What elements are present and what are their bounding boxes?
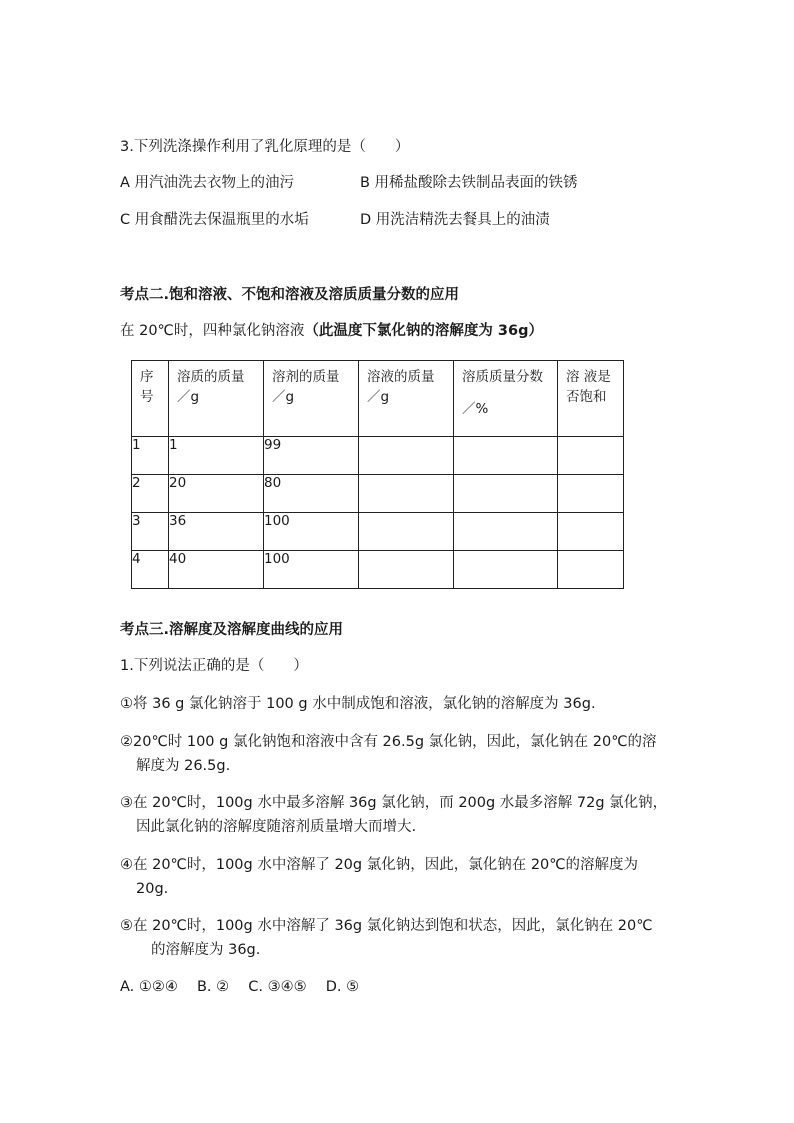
table-cell [558, 437, 624, 475]
section2-intro-bold: （此温度下氯化钠的溶解度为 36g） [304, 323, 543, 339]
table-header-cell: 溶 液是 否饱和 [558, 361, 624, 437]
table-cell: 1 [132, 437, 169, 475]
statement-4-line1: ④在 20℃时，100g 水中溶解了 20g 氯化钠，因此，氯化钠在 20℃的溶解度为 [120, 857, 639, 873]
q3-options-row1 [120, 173, 720, 193]
q3-option-c: C 用食醋洗去保温瓶里的水垢 [120, 212, 309, 228]
table-cell: 2 [132, 475, 169, 513]
table-cell [454, 437, 558, 475]
statement-4-line2: 20g. [136, 881, 169, 897]
table-row [132, 475, 624, 513]
q1-stem: 1.下列说法正确的是（ ） [120, 658, 308, 674]
table-row [132, 551, 624, 589]
table-cell: 3 [132, 513, 169, 551]
section2-title: 考点二.饱和溶液、不饱和溶液及溶质质量分数的应用 [120, 287, 460, 303]
table-row [132, 437, 624, 475]
table-cell [454, 551, 558, 589]
table-header-cell: 溶液的质量 ／g [359, 361, 454, 437]
table-cell: 40 [169, 551, 264, 589]
table-header-row [132, 361, 624, 437]
table-cell [359, 437, 454, 475]
solution-table [131, 360, 624, 589]
table-row [132, 513, 624, 551]
table-cell [359, 513, 454, 551]
table-header-cell: 溶质的质量 ／g [169, 361, 264, 437]
section3-title: 考点三.溶解度及溶解度曲线的应用 [120, 622, 344, 638]
statement-5-line1: ⑤在 20℃时，100g 水中溶解了 36g 氯化钠达到饱和状态，因此，氯化钠在 20℃ [120, 918, 653, 934]
table-header-cell: 溶质质量分数 ／% [454, 361, 558, 437]
table-header-cell: 溶剂的质量 ／g [264, 361, 359, 437]
section2-intro [120, 321, 543, 341]
statement-2-line2: 解度为 26.5g. [136, 758, 231, 774]
table-cell: 1 [169, 437, 264, 475]
statement-1: ①将 36 g 氯化钠溶于 100 g 水中制成饱和溶液，氯化钠的溶解度为 36g. [120, 696, 596, 712]
table-cell: 20 [169, 475, 264, 513]
statement-3-line2: 因此氯化钠的溶解度随溶剂质量增大而增大. [136, 819, 417, 835]
statement-5-line2: 的溶解度为 36g. [151, 942, 261, 958]
table-cell: 100 [264, 513, 359, 551]
table-cell [558, 475, 624, 513]
table-cell: 36 [169, 513, 264, 551]
answer-options: A. ①②④ B. ② C. ③④⑤ D. ⑤ [120, 979, 360, 995]
q3-option-a: A 用汽油洗去衣物上的油污 [120, 175, 295, 191]
table-cell [558, 551, 624, 589]
q3-stem: 3.下列洗涤操作利用了乳化原理的是（ ） [120, 139, 410, 155]
table-cell [558, 513, 624, 551]
table-cell [454, 513, 558, 551]
statement-2-line1: ②20℃时 100 g 氯化钠饱和溶液中含有 26.5g 氯化钠，因此，氯化钠在 20℃的溶 [120, 734, 657, 750]
table-cell: 4 [132, 551, 169, 589]
table-cell: 100 [264, 551, 359, 589]
table-cell [359, 475, 454, 513]
table-cell [359, 551, 454, 589]
statement-3-line1: ③在 20℃时，100g 水中最多溶解 36g 氯化钠，而 200g 水最多溶解 72g 氯化钠， [120, 795, 668, 811]
table-cell: 80 [264, 475, 359, 513]
table-header-cell: 序 号 [132, 361, 169, 437]
table-cell: 99 [264, 437, 359, 475]
section2-intro-prefix: 在 20℃时，四种氯化钠溶液 [120, 323, 305, 339]
q3-options-row2 [120, 210, 720, 230]
q3-option-d: D 用洗洁精洗去餐具上的油渍 [360, 212, 550, 228]
q3-option-b: B 用稀盐酸除去铁制品表面的铁锈 [360, 175, 578, 191]
table-cell [454, 475, 558, 513]
